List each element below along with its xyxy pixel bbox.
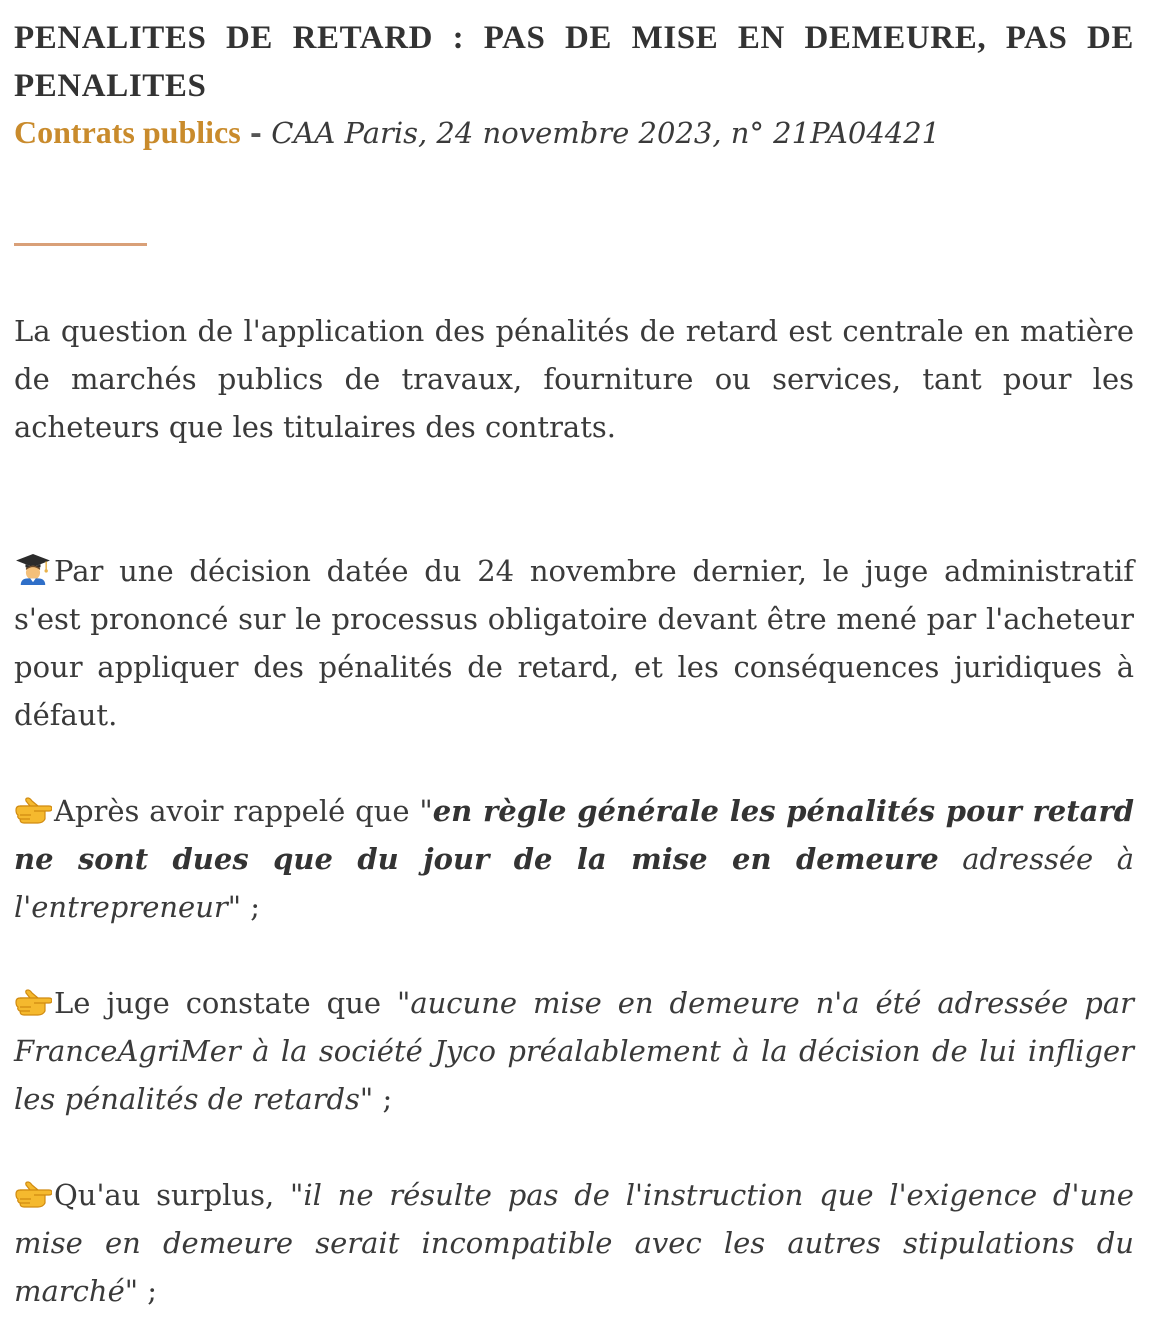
meta-separator: - <box>249 116 262 150</box>
pointing-hand-icon <box>14 795 52 825</box>
point-2-paragraph <box>14 979 1134 1123</box>
article-meta <box>14 110 1134 155</box>
point-2-lead: Le juge constate que " <box>54 986 411 1020</box>
article <box>14 14 1135 1308</box>
point-1-paragraph <box>14 787 1134 931</box>
point-2-quote: aucune mise en demeure n'a été adressée par FranceAgriMer à la société Jyco préalablement à la décision de lui infliger les pénalités de retards <box>14 986 1134 1116</box>
point-3-quote: il ne résulte pas de l'instruction que l'exigence d'une mise en demeure serait incompatible avec les autres stipulations du marché <box>14 1178 1134 1308</box>
category-link[interactable]: Contrats publics <box>14 114 241 150</box>
point-1-lead: Après avoir rappelé que " <box>54 794 433 828</box>
point-3-paragraph <box>14 1171 1134 1315</box>
point-1-quote-bold: en règle générale les pénalités pour retard ne sont dues que du jour de la mise en demeure <box>14 794 1134 876</box>
intro-paragraph: La question de l'application des pénalités de retard est centrale en matière de marchés publics de travaux, fourniture ou services, tant pour les acheteurs que les titulaires des contrats. <box>14 314 1134 444</box>
student-graduate-icon <box>14 553 52 585</box>
point-3-lead: Qu'au surplus, " <box>54 1178 304 1212</box>
decision-text: Par une décision datée du 24 novembre dernier, le juge administratif s'est prononcé sur le processus obligatoire devant être mené par l'acheteur pour appliquer des pénalités de retard, et les conséquences juridiques à défaut. <box>14 554 1134 732</box>
section-divider <box>14 243 147 246</box>
pointing-hand-icon <box>14 1179 52 1209</box>
case-reference: CAA Paris, 24 novembre 2023, n° 21PA04421 <box>271 116 941 150</box>
point-1-quote-rest: adressée à l'entrepreneur <box>14 842 1135 924</box>
article-title: PENALITES DE RETARD : PAS DE MISE EN DEMEURE, PAS DE PENALITES <box>14 20 1134 104</box>
decision-paragraph <box>14 547 1134 739</box>
point-1-end: " ; <box>227 890 261 924</box>
point-2-end: " ; <box>359 1082 393 1116</box>
point-3-end: " ; <box>124 1274 158 1308</box>
pointing-hand-icon <box>14 987 52 1017</box>
